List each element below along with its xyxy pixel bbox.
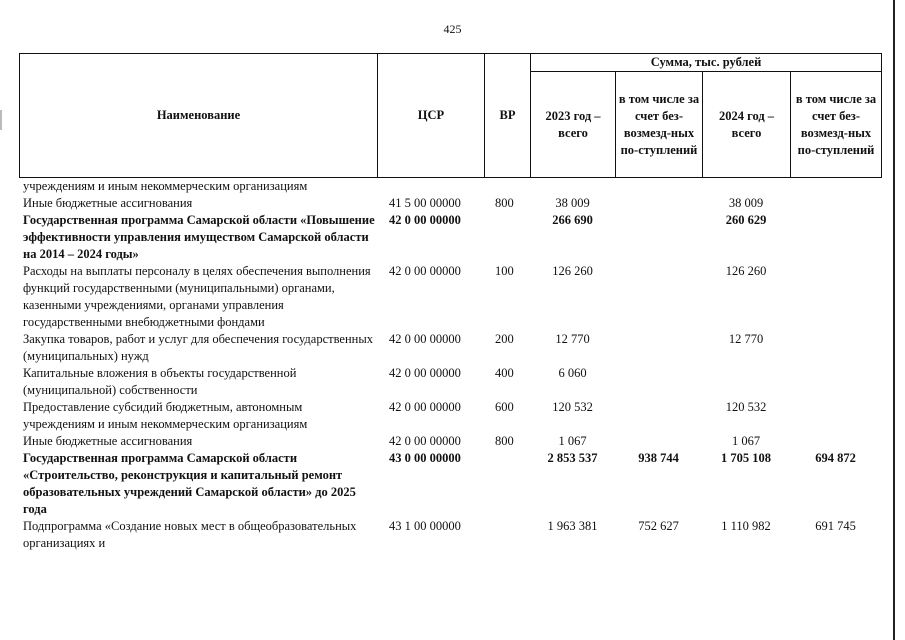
table-row <box>19 450 881 518</box>
row-2024-grants <box>790 433 881 450</box>
header-2023-grants: в том числе за счет без-возмезд-ных по-ступлений <box>616 72 703 178</box>
row-name: Государственная программа Самарской области «Повышение эффективности управления имуществом Самарской области на 2014 – 2024 годы» <box>23 213 375 261</box>
row-2024-total: 12 770 <box>728 332 764 346</box>
row-2023-grants <box>615 178 702 195</box>
row-2023-grants <box>615 331 702 365</box>
row-name: учреждениям и иным некоммерческим организациям <box>23 179 308 193</box>
row-2023-grants <box>615 212 702 263</box>
row-vr: 800 <box>495 196 514 210</box>
row-2024-total <box>702 178 790 195</box>
header-vr: ВР <box>485 54 531 178</box>
row-vr: 200 <box>495 332 514 346</box>
row-csr <box>377 178 484 195</box>
table-row <box>19 263 881 331</box>
row-2023-grants: 938 744 <box>638 451 679 465</box>
row-2023-grants <box>615 399 702 433</box>
row-2023-total: 6 060 <box>558 366 587 380</box>
row-2023-total: 1 963 381 <box>547 519 598 533</box>
row-csr: 42 0 00 00000 <box>389 213 461 227</box>
row-vr <box>484 518 530 552</box>
row-csr: 42 0 00 00000 <box>389 332 461 346</box>
row-csr: 43 1 00 00000 <box>389 519 461 533</box>
row-vr: 100 <box>495 264 514 278</box>
row-name: Предоставление субсидий бюджетным, автономным учреждениям и иным некоммерческим организациям <box>23 400 308 431</box>
row-2023-total: 1 067 <box>558 434 587 448</box>
header-2023-total: 2023 год – всего <box>531 72 616 178</box>
header-csr: ЦСР <box>378 54 485 178</box>
row-2023-total <box>530 178 615 195</box>
row-csr: 42 0 00 00000 <box>389 400 461 414</box>
row-csr: 42 0 00 00000 <box>389 264 461 278</box>
row-2024-grants <box>790 365 881 399</box>
header-sum: Сумма, тыс. рублей <box>531 54 882 72</box>
table-row <box>19 518 881 552</box>
row-2023-grants <box>615 195 702 212</box>
row-2024-grants <box>790 263 881 331</box>
table-row <box>19 365 881 399</box>
row-2024-total: 1 705 108 <box>721 451 771 465</box>
row-2024-grants <box>790 178 881 195</box>
row-2023-total: 2 853 537 <box>547 451 598 465</box>
row-2024-total: 126 260 <box>725 264 767 278</box>
row-name: Капитальные вложения в объекты государственной (муниципальной) собственности <box>23 366 297 397</box>
scan-border <box>893 0 895 640</box>
row-2023-total: 126 260 <box>552 264 593 278</box>
row-csr: 42 0 00 00000 <box>389 434 461 448</box>
row-vr <box>484 212 530 263</box>
header-name: Наименование <box>20 54 378 178</box>
row-2023-total: 266 690 <box>552 213 593 227</box>
row-2024-grants <box>790 212 881 263</box>
row-name: Иные бюджетные ассигнования <box>23 196 193 210</box>
row-2023-grants: 752 627 <box>638 519 679 533</box>
row-name: Закупка товаров, работ и услуг для обеспечения государственных (муниципальных) нужд <box>23 332 374 363</box>
row-2024-total <box>702 365 790 399</box>
row-name: Подпрограмма «Создание новых мест в общеобразовательных организациях и <box>23 519 357 550</box>
row-csr: 42 0 00 00000 <box>389 366 461 380</box>
row-2023-total: 120 532 <box>552 400 593 414</box>
row-2024-total: 120 532 <box>725 400 767 414</box>
table-row <box>19 195 881 212</box>
row-csr: 41 5 00 00000 <box>389 196 461 210</box>
row-2024-grants <box>790 399 881 433</box>
row-2023-grants <box>615 365 702 399</box>
row-vr: 800 <box>495 434 514 448</box>
scan-mark <box>0 110 2 130</box>
row-2023-grants <box>615 263 702 331</box>
row-2023-total: 12 770 <box>555 332 590 346</box>
row-2023-grants <box>615 433 702 450</box>
row-2024-grants <box>790 331 881 365</box>
row-2024-total: 1 110 982 <box>721 519 771 533</box>
row-vr: 400 <box>495 366 514 380</box>
page-number: 425 <box>443 22 462 36</box>
row-2024-total: 260 629 <box>725 213 767 227</box>
row-2024-total: 1 067 <box>731 434 761 448</box>
table-row <box>19 331 881 365</box>
row-2024-grants: 691 745 <box>815 519 856 533</box>
row-name: Государственная программа Самарской области «Строительство, реконструкция и капитальный ремонт образовательных учреждений Самарской области» до 2025 года <box>23 451 356 516</box>
table-row <box>19 433 881 450</box>
row-2024-grants <box>790 195 881 212</box>
row-csr: 43 0 00 00000 <box>389 451 461 465</box>
table-row <box>19 212 881 263</box>
row-vr <box>484 178 530 195</box>
row-2024-total: 38 009 <box>728 196 764 210</box>
table-body <box>19 178 881 552</box>
row-vr <box>484 450 530 518</box>
header-2024-grants: в том числе за счет без-возмезд-ных по-ступлений <box>791 72 882 178</box>
row-name: Иные бюджетные ассигнования <box>23 434 193 448</box>
table-header <box>19 53 882 178</box>
row-2023-total: 38 009 <box>555 196 590 210</box>
row-name: Расходы на выплаты персоналу в целях обеспечения выполнения функций государственными (муниципальными) органами, казенными учреждениями, органами управления государственными внебюджетными фондами <box>23 264 371 329</box>
row-2024-grants: 694 872 <box>815 451 856 465</box>
table-row <box>19 399 881 433</box>
table-row <box>19 178 881 195</box>
row-vr: 600 <box>495 400 514 414</box>
header-2024-total: 2024 год – всего <box>703 72 791 178</box>
